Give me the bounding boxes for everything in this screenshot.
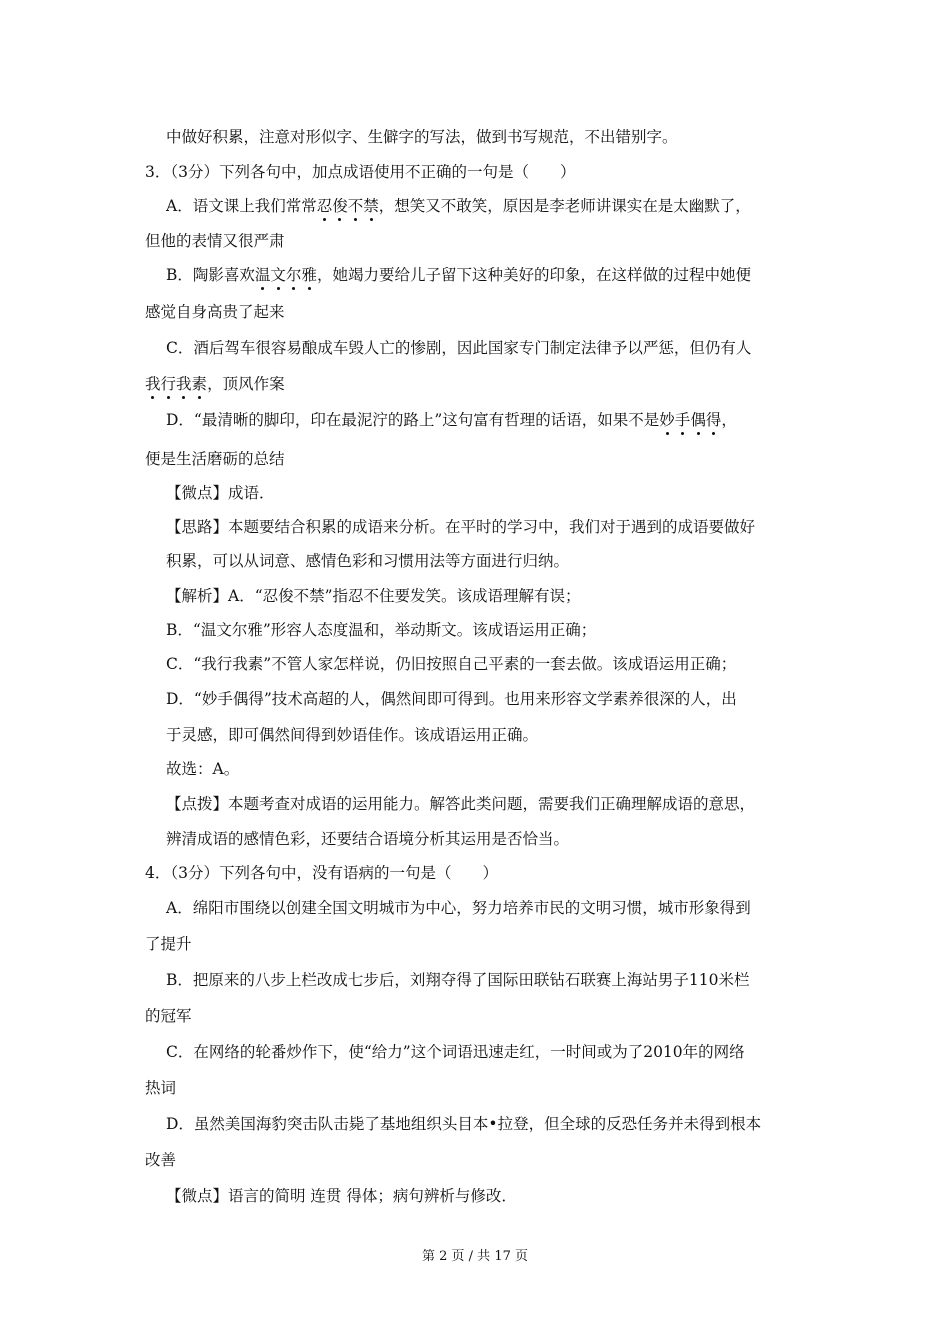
q3-a-pre: A．语文课上我们常常 [166, 197, 317, 215]
q4-stem: 4．（3分）下列各句中，没有语病的一句是（ ） [145, 864, 498, 882]
dotted-char: 忍 [316, 197, 333, 215]
dotted-char: 俊 [332, 197, 348, 215]
q3-jiexi-d2: 于灵感，即可偶然间得到妙语佳作。该成语运用正确。 [166, 726, 539, 744]
dotted-char: 我 [176, 375, 192, 393]
dotted-char: 我 [145, 375, 161, 393]
q3-a-post: ，想笑又不敢笑，原因是李老师讲课实在是太幽默了， [378, 197, 751, 215]
q4-option-c: C．在网络的轮番炒作下，使“给力”这个词语迅速走红，一时间或为了2010年的网络 [166, 1043, 745, 1061]
q3-dianbo-1: 【点拨】本题考查对成语的运用能力。解答此类问题，需要我们正确理解成语的意思， [166, 795, 756, 813]
q3-d-pre: D．“最清晰的脚印，印在最泥泞的路上”这句富有哲理的话语，如果不是 [166, 411, 660, 429]
q3-a-cont: 但他的表情又很严肃 [145, 232, 285, 250]
q3-option-c: C．酒后驾车很容易酿成车毁人亡的惨剧，因此国家专门制定法律予以严惩，但仍有人 [166, 339, 752, 357]
q3-silu-1: 【思路】本题要结合积累的成语来分析。在平时的学习中，我们对于遇到的成语要做好 [166, 518, 756, 536]
q4-option-b: B．把原来的八步上栏改成七步后，刘翔夺得了国际田联钻石联赛上海站男子110米栏 [166, 971, 750, 989]
dotted-char: 妙 [659, 411, 675, 429]
q3-jiexi-d1: D．“妙手偶得”技术高超的人，偶然间即可得到。也用来形容文学素养很深的人，出 [166, 690, 737, 708]
q4-a-cont: 了提升 [145, 935, 192, 953]
q4-option-d: D．虽然美国海豹突击队击毙了基地组织头目本•拉登，但全球的反恐任务并未得到根本 [166, 1115, 762, 1133]
q3-silu-2: 积累，可以从词意、感情色彩和习惯用法等方面进行归纳。 [166, 552, 570, 570]
q3-b-cont: 感觉自身高贵了起来 [145, 303, 285, 321]
q3-jiexi-a: 【解析】A．“忍俊不禁”指忍不住要发笑。该成语理解有误； [166, 587, 581, 605]
q3-option-b [166, 265, 751, 285]
q3-c-post: ，顶风作案 [207, 375, 285, 393]
page-number: 第 2 页 / 共 17 页 [422, 1249, 528, 1264]
q4-weidian: 【微点】语言的简明 连贯 得体；病句辨析与修改． [166, 1187, 517, 1205]
q3-c-cont [145, 374, 285, 394]
dotted-char: 文 [270, 266, 286, 284]
dotted-char: 尔 [285, 266, 302, 284]
q3-b-post: ，她竭力要给儿子留下这种美好的印象，在这样做的过程中她便 [316, 266, 751, 284]
q3-option-d [166, 410, 737, 430]
q3-d-post: ， [721, 411, 737, 429]
q4-c-cont: 热词 [145, 1079, 177, 1097]
q3-d-cont: 便是生活磨砺的总结 [145, 450, 285, 468]
q3-jiexi-b: B．“温文尔雅”形容人态度温和，举动斯文。该成语运用正确； [166, 621, 597, 639]
q4-option-a: A．绵阳市围绕以创建全国文明城市为中心，努力培养市民的文明习惯，城市形象得到 [166, 899, 751, 917]
dotted-char: 得 [705, 411, 722, 429]
dotted-char: 雅 [301, 266, 317, 284]
q3-b-pre: B．陶影喜欢 [166, 266, 255, 284]
dotted-char: 禁 [363, 197, 379, 215]
q3-stem: 3．（3分）下列各句中，加点成语使用不正确的一句是（ ） [145, 163, 576, 181]
q4-d-cont: 改善 [145, 1151, 177, 1169]
dotted-char: 温 [254, 266, 271, 284]
dotted-char: 不 [347, 197, 364, 215]
dotted-char: 素 [191, 375, 208, 393]
dotted-char: 偶 [690, 411, 706, 429]
dotted-char: 手 [674, 411, 691, 429]
q4-b-cont: 的冠军 [145, 1007, 192, 1025]
q3-jiexi-c: C．“我行我素”不管人家怎样说，仍旧按照自己平素的一套去做。该成语运用正确； [166, 655, 737, 673]
q3-dianbo-2: 辨清成语的感情色彩，还要结合语境分析其运用是否恰当。 [166, 830, 570, 848]
dotted-char: 行 [160, 375, 177, 393]
q3-option-a [166, 196, 751, 216]
intro-tail: 中做好积累，注意对形似字、生僻字的写法，做到书写规范，不出错别字。 [166, 128, 678, 146]
q3-answer: 故选：A。 [166, 760, 240, 778]
q3-weidian: 【微点】成语． [166, 484, 275, 502]
